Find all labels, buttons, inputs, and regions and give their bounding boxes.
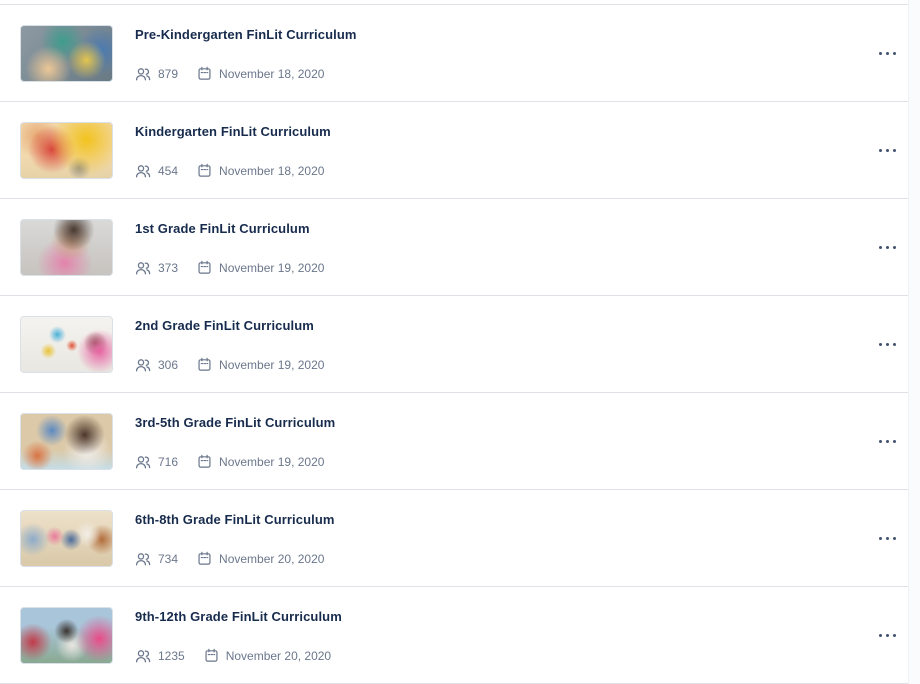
curriculum-title[interactable]: 6th-8th Grade FinLit Curriculum	[135, 511, 335, 527]
calendar-icon	[197, 163, 212, 178]
more-options-button[interactable]	[877, 628, 898, 643]
ellipsis-icon	[879, 149, 882, 152]
users-count: 879	[158, 66, 179, 81]
list-item-meta	[135, 260, 324, 276]
curriculum-date: November 20, 2020	[219, 551, 325, 566]
more-options-button[interactable]	[877, 531, 898, 546]
calendar-icon	[197, 551, 212, 566]
curriculum-thumbnail[interactable]	[20, 219, 113, 276]
more-options-button[interactable]	[877, 434, 898, 449]
list-item-meta	[135, 648, 342, 664]
curriculum-title[interactable]: 9th-12th Grade FinLit Curriculum	[135, 608, 342, 624]
ellipsis-icon	[879, 440, 882, 443]
users-count: 734	[158, 551, 179, 566]
calendar-icon	[197, 66, 212, 81]
ellipsis-icon	[879, 343, 882, 346]
calendar-icon	[197, 357, 212, 372]
list-item-meta	[135, 551, 335, 567]
ellipsis-icon	[879, 634, 882, 637]
curriculum-thumbnail[interactable]	[20, 25, 113, 82]
more-options-button[interactable]	[877, 46, 898, 61]
curriculum-date: November 20, 2020	[225, 648, 332, 663]
curriculum-title[interactable]: Pre-Kindergarten FinLit Curriculum	[135, 26, 357, 42]
users-count: 306	[158, 357, 179, 372]
list-item-content	[135, 607, 342, 664]
list-item-meta	[135, 66, 357, 82]
curriculum-title[interactable]: 2nd Grade FinLit Curriculum	[135, 317, 314, 333]
list-item-content	[135, 219, 324, 276]
list-item	[0, 102, 920, 199]
curriculum-thumbnail[interactable]	[20, 510, 113, 567]
ellipsis-icon	[879, 246, 882, 249]
list-item-content	[135, 510, 335, 567]
curriculum-thumbnail[interactable]	[20, 122, 113, 179]
curriculum-title[interactable]: 1st Grade FinLit Curriculum	[135, 220, 310, 236]
users-icon	[135, 551, 151, 567]
curriculum-date: November 19, 2020	[219, 357, 325, 372]
scrollbar-track[interactable]	[908, 0, 920, 684]
list-item-content	[135, 25, 357, 82]
users-icon	[135, 66, 151, 82]
more-options-button[interactable]	[877, 240, 898, 255]
users-icon	[135, 163, 151, 179]
curriculum-thumbnail[interactable]	[20, 413, 113, 470]
curriculum-thumbnail[interactable]	[20, 607, 113, 664]
list-item-meta	[135, 454, 335, 470]
more-options-button[interactable]	[877, 143, 898, 158]
users-count: 373	[158, 260, 179, 275]
more-options-button[interactable]	[877, 337, 898, 352]
curriculum-title[interactable]: Kindergarten FinLit Curriculum	[135, 123, 331, 139]
curriculum-date: November 19, 2020	[219, 454, 325, 469]
users-icon	[135, 357, 151, 373]
users-icon	[135, 454, 151, 470]
users-count: 454	[158, 163, 179, 178]
list-item-content	[135, 413, 335, 470]
users-count: 1235	[158, 648, 185, 663]
calendar-icon	[197, 260, 212, 275]
curriculum-thumbnail[interactable]	[20, 316, 113, 373]
list-item	[0, 5, 920, 102]
list-item-meta	[135, 163, 331, 179]
curriculum-title[interactable]: 3rd-5th Grade FinLit Curriculum	[135, 414, 336, 430]
list-item	[0, 490, 920, 587]
calendar-icon	[204, 648, 219, 663]
users-icon	[135, 260, 151, 276]
list-item	[0, 587, 920, 684]
ellipsis-icon	[879, 537, 882, 540]
list-item	[0, 296, 920, 393]
list-item-content	[135, 122, 331, 179]
list-item	[0, 393, 920, 490]
list-item-meta	[135, 357, 324, 373]
users-icon	[135, 648, 151, 664]
list-item-content	[135, 316, 324, 373]
curriculum-date: November 18, 2020	[219, 163, 325, 178]
curriculum-list	[0, 4, 920, 684]
calendar-icon	[197, 454, 212, 469]
ellipsis-icon	[879, 52, 882, 55]
curriculum-date: November 18, 2020	[219, 66, 325, 81]
users-count: 716	[158, 454, 179, 469]
curriculum-date: November 19, 2020	[219, 260, 325, 275]
list-item	[0, 199, 920, 296]
